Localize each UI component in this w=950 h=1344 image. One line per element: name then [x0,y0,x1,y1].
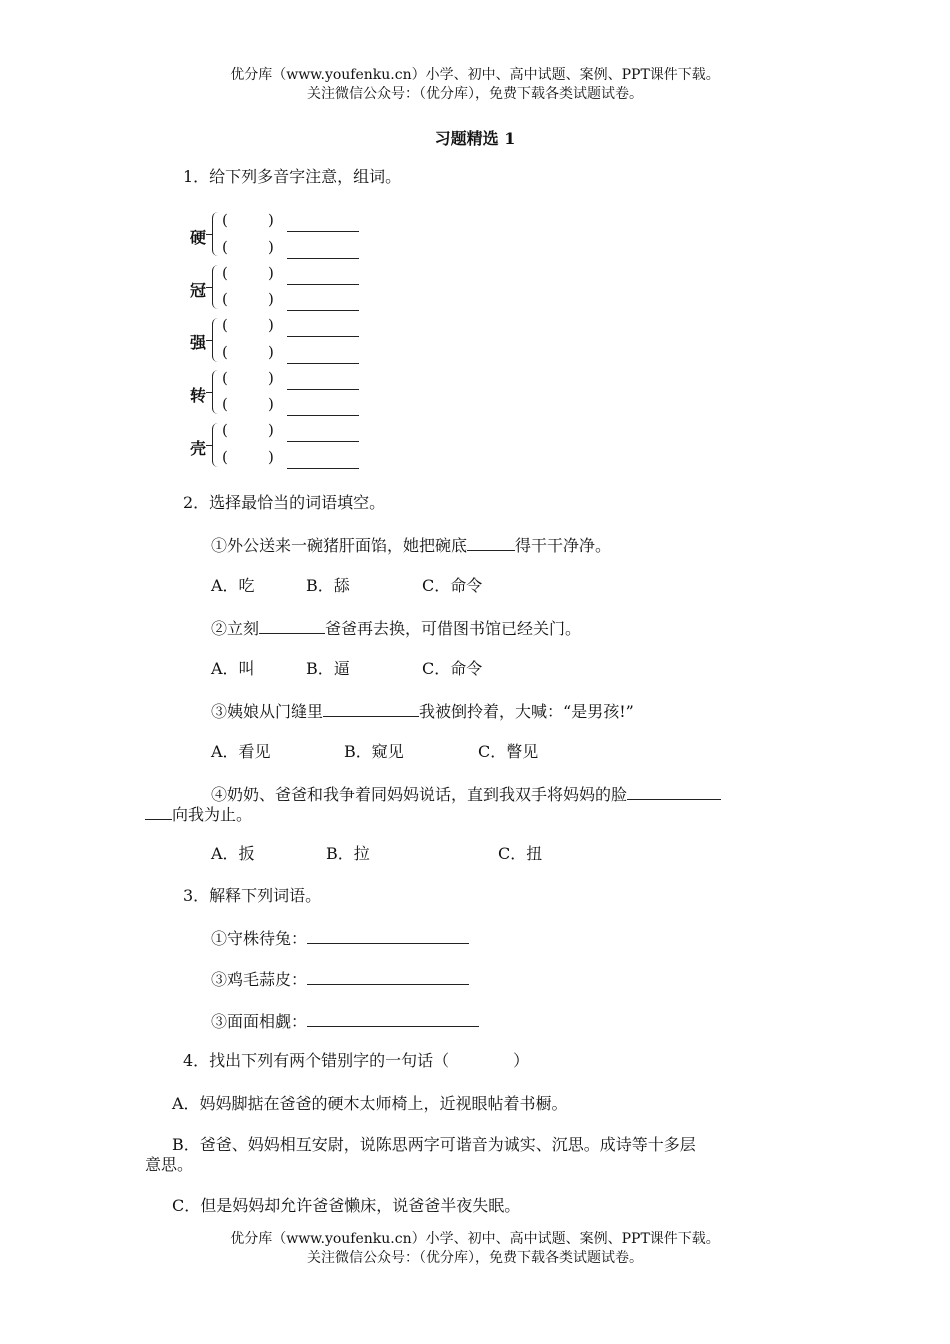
q3-word-1 [211,927,469,950]
word-text: ①守株待兔： [211,929,308,948]
paren-close: ) [268,343,274,361]
q2-option-2b: B．逼 [306,659,350,678]
paren-close: ) [268,369,274,387]
q2-option-2a: A．叫 [211,659,255,678]
answer-line [287,363,359,364]
brace [212,318,221,362]
paren-open: ( [222,316,228,334]
paren-open: ( [222,343,228,361]
paren-open: ( [222,421,228,439]
header-line-1: 优分库（www.youfenku.cn）小学、初中、高中试题、案例、PPT课件下载。 [230,67,720,83]
word-text: ③面面相觑： [211,1012,308,1031]
footer-line-2: 关注微信公众号：（优分库），免费下载各类试题试卷。 [307,1250,643,1266]
q2-option-1a: A．吃 [211,576,255,595]
q2-option-1c: C．命令 [422,576,483,595]
brace [212,370,221,414]
answer-line [287,231,359,232]
q2-option-4b: B．拉 [326,844,370,863]
answer-line [287,336,359,337]
paren-open: ( [222,448,228,466]
paren-close: ) [268,211,274,229]
answer-blank[interactable] [307,1010,479,1027]
q3-word-2 [211,968,469,991]
paren-close: ) [268,290,274,308]
polyphone-char: 强 [190,333,207,352]
fill-blank[interactable] [627,783,721,800]
paren-close: ) [268,421,274,439]
page-title: 习题精选 1 [434,129,516,148]
q1-prompt: 1．给下列多音字注意，组词。 [183,167,402,186]
sentence-text: 向我为止。 [172,805,253,824]
q4-option-b: B．爸爸、妈妈相互安尉，说陈思两字可谐音为诚实、沉思。成诗等十多层 [172,1135,696,1154]
paren-close: ) [268,316,274,334]
q2-option-4a: A．扳 [211,844,255,863]
paren-close: ) [268,448,274,466]
word-text: ③鸡毛蒜皮： [211,970,308,989]
answer-line [287,284,359,285]
q3-prompt: 3．解释下列词语。 [183,886,322,905]
q2-option-4c: C．扭 [498,844,543,863]
paren-close: ) [268,238,274,256]
brace [212,265,221,309]
polyphone-char: 壳 [190,439,207,458]
q2-option-3b: B．窥见 [344,742,404,761]
answer-line [287,468,359,469]
sentence-text: 我被倒拎着，大喊：“是男孩!” [419,702,634,721]
q4-option-a: A．妈妈脚掂在爸爸的硬木太师椅上，近视眼帖着书橱。 [172,1094,568,1113]
q2-sentence-4-cont [145,803,252,826]
q2-sentence-1 [211,534,611,557]
sentence-text: ③姨娘从门缝里 [211,702,324,721]
paren-open: ( [222,264,228,282]
paren-open: ( [222,211,228,229]
q2-sentence-4 [211,783,721,806]
answer-line [287,310,359,311]
paren-close: ) [268,264,274,282]
sentence-text: 得干干净净。 [515,536,612,555]
answer-blank[interactable] [307,968,469,985]
sentence-text: ②立刻 [211,619,260,638]
fill-blank[interactable] [323,700,419,717]
polyphone-char: 硬 [190,228,207,247]
q2-option-2c: C．命令 [422,659,483,678]
fill-blank[interactable] [467,534,515,551]
q2-prompt: 2．选择最恰当的词语填空。 [183,493,386,512]
answer-line [287,441,359,442]
paren-open: ( [222,395,228,413]
paren-close: ) [268,395,274,413]
q2-option-1b: B．舔 [306,576,350,595]
q2-option-3c: C．瞥见 [478,742,539,761]
brace [212,212,221,256]
answer-line [287,415,359,416]
q4-option-b-cont: 意思。 [145,1155,194,1174]
answer-line [287,389,359,390]
q2-sentence-2 [211,617,581,640]
q3-word-3 [211,1010,479,1033]
fill-blank[interactable] [145,803,172,820]
q4-prompt: 4．找出下列有两个错别字的一句话（ ） [183,1051,530,1070]
footer-line-1: 优分库（www.youfenku.cn）小学、初中、高中试题、案例、PPT课件下载。 [230,1231,720,1247]
polyphone-char: 冠 [190,281,207,300]
q2-sentence-3 [211,700,634,723]
header-line-2: 关注微信公众号：（优分库），免费下载各类试题试卷。 [307,86,643,102]
answer-line [287,258,359,259]
fill-blank[interactable] [259,617,325,634]
answer-blank[interactable] [307,927,469,944]
q4-option-c: C．但是妈妈却允许爸爸懒床，说爸爸半夜失眠。 [172,1196,521,1215]
brace [212,423,221,467]
paren-open: ( [222,369,228,387]
sentence-text: ①外公送来一碗猪肝面馅，她把碗底 [211,536,468,555]
paren-open: ( [222,238,228,256]
polyphone-char: 转 [190,386,207,405]
paren-open: ( [222,290,228,308]
sentence-text: ④奶奶、爸爸和我争着同妈妈说话，直到我双手将妈妈的脸 [211,785,628,804]
q2-option-3a: A．看见 [211,742,271,761]
sentence-text: 爸爸再去换，可借图书馆已经关门。 [325,619,582,638]
